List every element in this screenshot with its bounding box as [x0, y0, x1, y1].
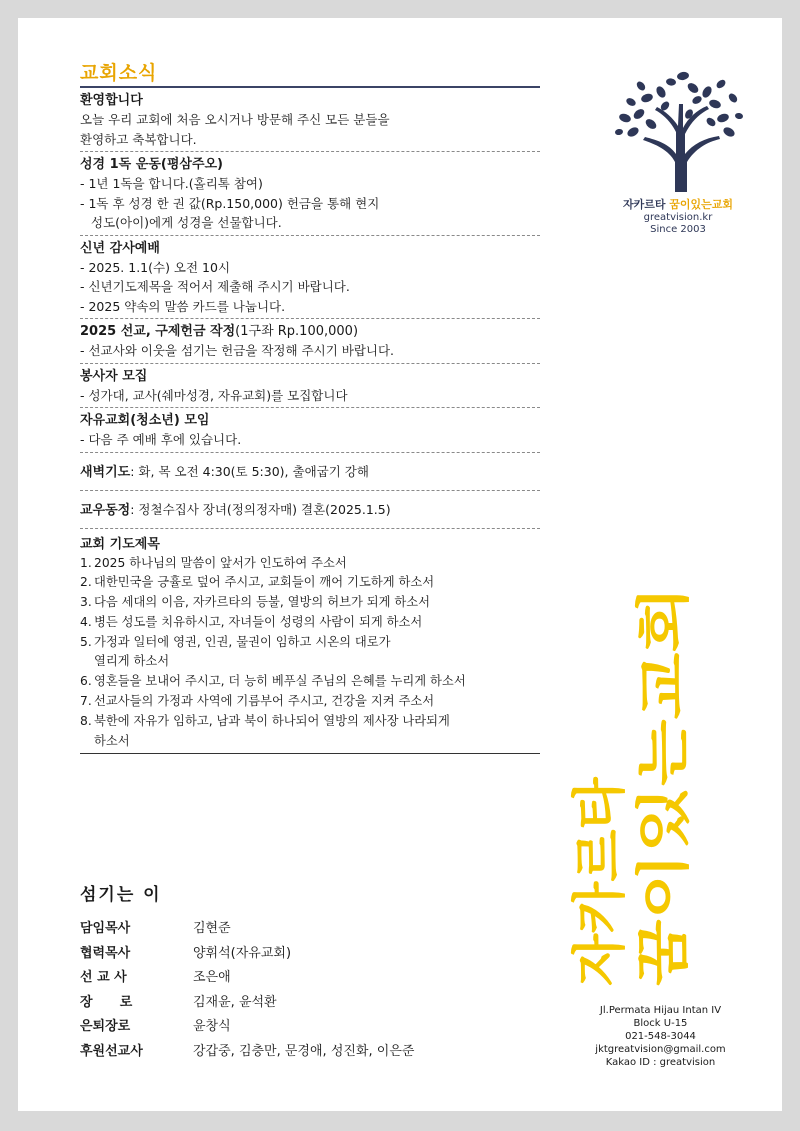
prayer-item	[80, 712, 540, 732]
newyear-service-title: 신년 감사예배	[80, 240, 160, 256]
welcome-title: 환영합니다	[80, 93, 143, 108]
servant-row	[80, 966, 540, 991]
prayer-title: 교회 기도제목	[80, 536, 160, 552]
youth-title: 자유교회(청소년) 모임	[80, 413, 210, 428]
offering-section	[80, 319, 540, 364]
family-news-text: : 정철수집사 장녀(정의정자매) 결혼(2025.1.5)	[130, 501, 391, 517]
prayer-item-text: 다음 세대의 이음, 자카르타의 등불, 열방의 허브가 되게 하소서	[94, 595, 431, 610]
servant-names: 강갑중, 김충만, 문경애, 성진화, 이은준	[193, 1043, 415, 1059]
prayer-item-text: 2025 하나님의 말씀이 앞서가 인도하여 주소서	[94, 555, 347, 570]
newyear-service-line: - 2025. 1.1(수) 오전 10시	[80, 259, 231, 275]
youth-line: - 다음 주 예배 후에 있습니다.	[80, 432, 242, 447]
welcome-line: 환영하고 축복합니다.	[80, 131, 197, 147]
contact-kakao: Kakao ID : greatvision	[605, 1057, 716, 1068]
logo-since: Since 2003	[650, 224, 706, 235]
servant-names: 양휘석(자유교회)	[193, 945, 292, 961]
newyear-service-section	[80, 236, 540, 320]
offering-title-bold: 2025 선교, 구제헌금 작정	[80, 324, 236, 339]
dawn-prayer-section	[80, 453, 540, 491]
tree-logo-icon	[605, 70, 755, 192]
prayer-item	[80, 692, 540, 712]
servant-names: 조은애	[193, 970, 231, 985]
prayer-item-text: 병든 성도를 치유하시고, 자녀들이 성령의 사람이 되게 하소서	[94, 614, 423, 629]
prayer-item	[80, 554, 540, 574]
prayer-item-text: 북한에 자유가 임하고, 남과 북이 하나되어 열방의 제사장 나라되게	[94, 713, 450, 728]
prayer-item-text: 영혼들을 보내어 주시고, 더 능히 베푸실 주님의 은혜를 누리게 하소서	[94, 674, 466, 689]
prayer-item	[80, 593, 540, 613]
contact-info	[583, 1004, 738, 1069]
logo-website: greatvision.kr	[643, 212, 713, 223]
dawn-prayer-line	[80, 456, 540, 488]
prayer-item-number: 2.	[80, 575, 92, 590]
welcome-line: 오늘 우리 교회에 처음 오시거나 방문해 주신 모든 분들을	[80, 112, 390, 127]
logo-name-part2: 꿈이있는교회	[669, 198, 734, 211]
contact-email: jktgreatvision@gmail.com	[595, 1044, 726, 1055]
prayer-item-number: 6.	[80, 674, 92, 689]
contact-block: Block U-15	[633, 1018, 688, 1029]
bible-reading-title: 성경 1독 운동(평삼주오)	[80, 157, 224, 172]
servants-section	[80, 880, 540, 1064]
prayer-item-continuation: 하소서	[94, 733, 130, 748]
contact-address: Jl.Permata Hijau Intan IV	[599, 1005, 722, 1016]
offering-title	[80, 322, 540, 341]
bulletin-page	[18, 18, 782, 1111]
dawn-prayer-label: 새벽기도	[80, 464, 131, 480]
newyear-service-line: - 2025 약속의 말씀 카드를 나눕니다.	[80, 298, 286, 314]
servant-row	[80, 917, 540, 942]
vertical-title-line1: 자카르타	[568, 777, 631, 986]
volunteer-section	[80, 364, 540, 409]
prayer-item-continuation: 열리게 하소서	[94, 654, 170, 669]
prayer-list	[80, 554, 540, 752]
offering-line: - 선교사와 이웃을 섬기는 헌금을 작정해 주시기 바랍니다.	[80, 343, 395, 358]
servant-role: 은퇴장로	[80, 1019, 131, 1034]
bible-reading-line: - 1년 1독을 합니다.(홀리톡 참여)	[80, 176, 263, 191]
servant-names: 윤창식	[193, 1019, 231, 1034]
news-column	[80, 58, 540, 754]
prayer-item-number: 8.	[80, 713, 92, 728]
vertical-church-title	[564, 568, 764, 1008]
logo-name-part1: 자카르타	[622, 198, 670, 211]
welcome-section	[80, 88, 540, 152]
servant-row	[80, 1015, 540, 1040]
servant-role: 후원선교사	[80, 1043, 143, 1059]
prayer-section	[80, 529, 540, 755]
servant-role: 담임목사	[80, 921, 131, 936]
prayer-item	[80, 573, 540, 593]
church-logo	[593, 70, 763, 236]
vertical-title-line2: 꿈이있는교회	[632, 673, 695, 986]
volunteer-title: 봉사자 모집	[80, 368, 148, 384]
prayer-item-number: 7.	[80, 694, 92, 709]
prayer-item-text: 가정과 일터에 영권, 인권, 물권이 임하고 시온의 대로가	[94, 634, 391, 649]
dawn-prayer-text: : 화, 목 오전 4:30(토 5:30), 출애굽기 강해	[130, 463, 369, 479]
contact-phone: 021-548-3044	[625, 1031, 696, 1042]
servant-role: 장 로	[80, 994, 133, 1010]
newyear-service-line: - 신년기도제목을 적어서 제출해 주시기 바랍니다.	[80, 279, 350, 294]
youth-section	[80, 408, 540, 453]
volunteer-line: - 성가대, 교사(쉐마성경, 자유교회)를 모집합니다	[80, 387, 348, 403]
logo-church-name	[593, 196, 763, 212]
prayer-item	[80, 633, 540, 653]
prayer-item-number: 5.	[80, 634, 92, 649]
prayer-item-number: 4.	[80, 614, 92, 629]
prayer-item-text: 선교사들의 가정과 사역에 기름부어 주시고, 건강을 지켜 주소서	[94, 694, 435, 709]
prayer-item	[80, 613, 540, 633]
servant-role: 선 교 사	[80, 970, 127, 985]
offering-title-amount: (1구좌 Rp.100,000)	[235, 324, 359, 339]
prayer-item	[80, 672, 540, 692]
family-news-section	[80, 491, 540, 529]
prayer-item-text: 대한민국을 긍휼로 덮어 주시고, 교회들이 깨어 기도하게 하소서	[94, 575, 435, 590]
servant-row	[80, 991, 540, 1016]
servant-names: 김재윤, 윤석환	[193, 994, 277, 1010]
prayer-item-number: 3.	[80, 595, 92, 610]
servant-row	[80, 1040, 540, 1065]
servant-rows	[80, 917, 540, 1064]
bible-reading-line: 성도(아이)에게 성경을 선물합니다.	[91, 215, 282, 230]
family-news-line	[80, 494, 540, 526]
bible-reading-section	[80, 152, 540, 236]
bible-reading-line: - 1독 후 성경 한 권 값(Rp.150,000) 헌금을 통해 현지	[80, 195, 380, 211]
servants-title: 섬기는 이	[80, 885, 162, 905]
servant-names: 김현준	[193, 921, 231, 936]
servant-role: 협력목사	[80, 945, 131, 961]
news-title: 교회소식	[80, 58, 540, 88]
family-news-label: 교우동정	[80, 502, 131, 518]
servant-row	[80, 942, 540, 967]
prayer-item-number: 1.	[80, 555, 92, 570]
